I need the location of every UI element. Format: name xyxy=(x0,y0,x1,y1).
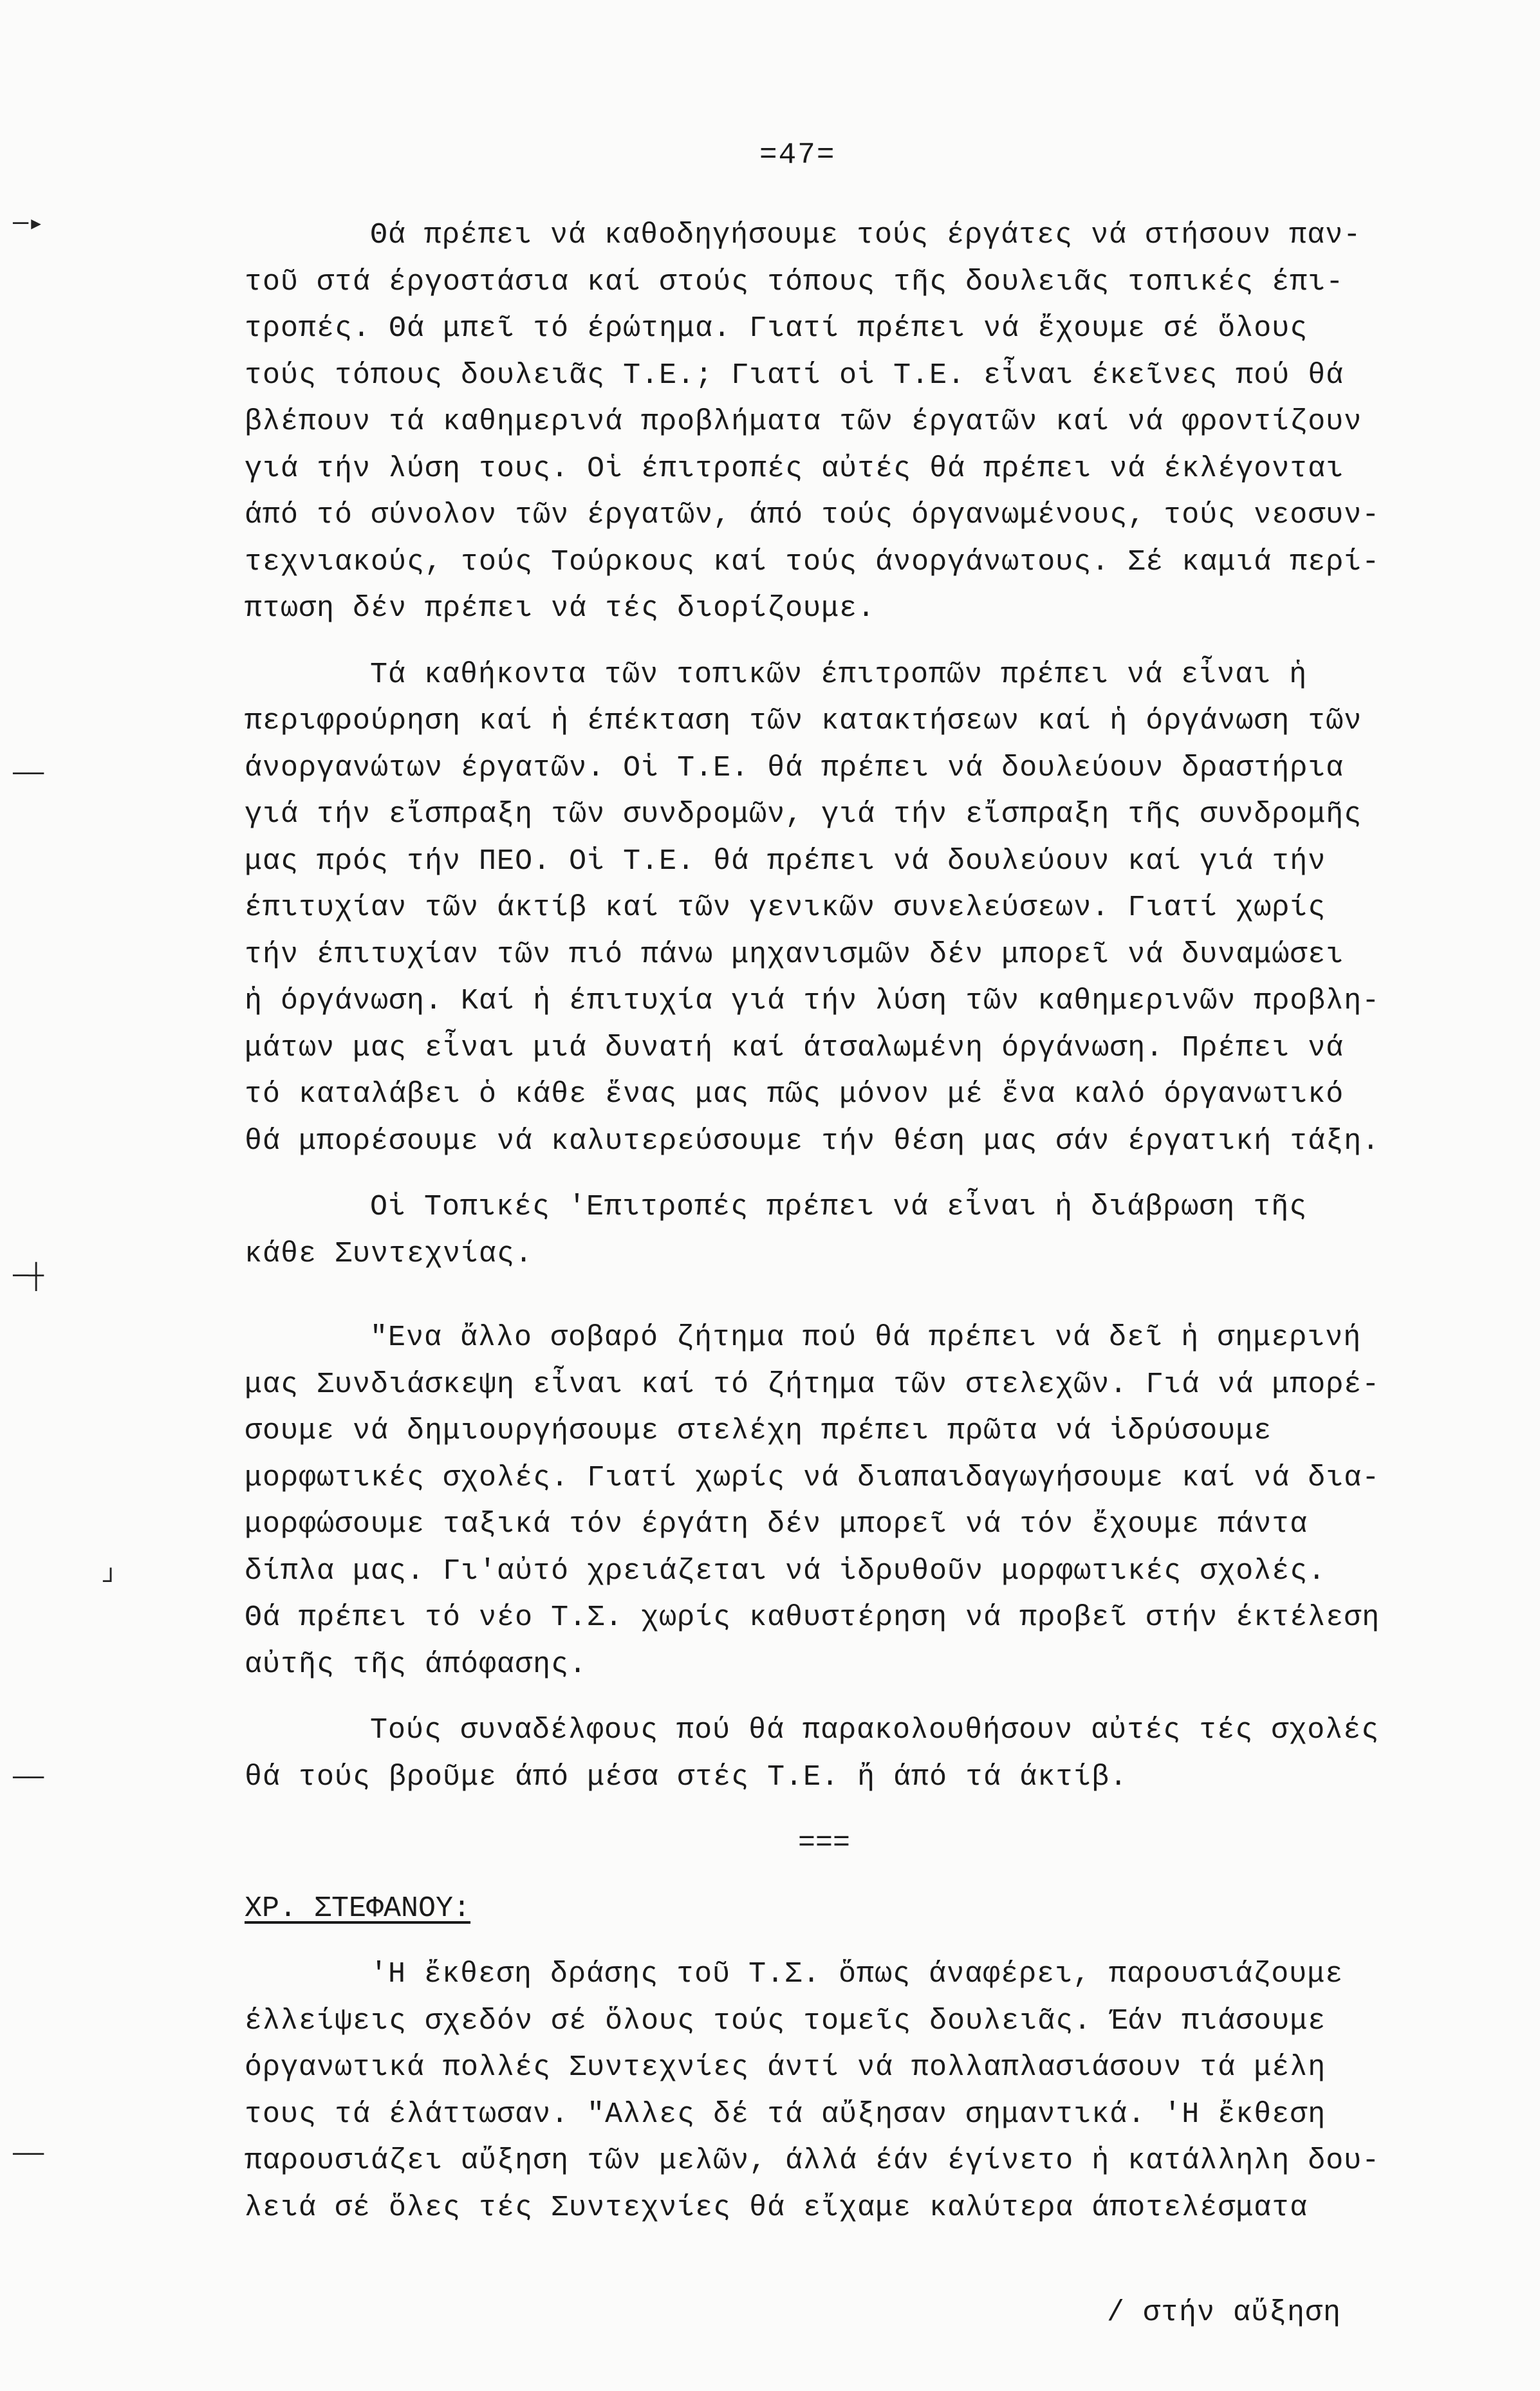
margin-mark: ── xyxy=(13,761,44,790)
continuation-catchword: / στήν αὔξηση xyxy=(1107,2296,1342,2329)
text-line: άνοργανώτων έργατῶν. Οἱ Τ.Ε. θά πρέπει νά δουλεύουν δραστήρια xyxy=(245,751,1344,785)
text-line: έλλείψεις σχεδόν σέ ὅλους τούς τομεῖς δουλειᾶς. Έάν πιάσουμε xyxy=(245,2004,1326,2038)
text-line: βλέπουν τά καθημερινά προβλήματα τῶν έργατῶν καί νά φροντίζουν xyxy=(245,405,1362,438)
document-body xyxy=(245,212,1506,2231)
paragraph-cadres xyxy=(245,1315,1506,1688)
text-line: Τά καθήκοντα τῶν τοπικῶν έπιτροπῶν πρέπει νά εἶναι ἡ xyxy=(370,658,1308,691)
text-line: άπό τό σύνολον τῶν έργατῶν, άπό τούς όργανωμένους, τούς νεοσυν- xyxy=(245,499,1380,532)
paragraph-schools xyxy=(245,1707,1506,1801)
text-line: ἡ όργάνωση. Καί ἡ έπιτυχία γιά τήν λύση τῶν καθημερινῶν προβλη- xyxy=(245,985,1380,1018)
paragraph-erosion xyxy=(245,1184,1506,1278)
text-line: κάθε Συντεχνίας. xyxy=(245,1237,533,1270)
margin-mark: ── xyxy=(13,2141,44,2170)
text-line: πτωση δέν πρέπει νά τές διορίζουμε. xyxy=(245,592,876,625)
text-line: μορφωτικές σχολές. Γιατί χωρίς νά διαπαιδαγωγήσουμε καί νά δια- xyxy=(245,1461,1380,1494)
text-line: σουμε νά δημιουργήσουμε στελέχη πρέπει πρῶτα νά ἱδρύσουμε xyxy=(245,1415,1272,1447)
text-line: γιά τήν λύση τους. Οἱ έπιτροπές αὐτές θά πρέπει νά έκλέγονται xyxy=(245,452,1344,485)
text-line: αὐτῆς τῆς άπόφασης. xyxy=(245,1648,588,1681)
paragraph-committee-duties xyxy=(245,652,1506,1166)
text-line: περιφρούρηση καί ἡ έπέκταση τῶν κατακτήσεων καί ἡ όργάνωση τῶν xyxy=(245,705,1362,738)
speech-paragraph xyxy=(245,1951,1506,2231)
margin-mark: ┘ xyxy=(103,1568,119,1597)
text-line: Οἱ Τοπικές 'Επιτροπές πρέπει νά εἶναι ἡ διάβρωση τῆς xyxy=(370,1191,1308,1223)
text-line: 'Η ἔκθεση δράσης τοῦ Τ.Σ. ὅπως άναφέρει, παρουσιάζουμε xyxy=(370,1958,1344,1991)
text-line: θά τούς βροῦμε άπό μέσα στές Τ.Ε. ἤ άπό τά άκτίβ. xyxy=(245,1760,1128,1794)
text-line: λειά σέ ὅλες τές Συντεχνίες θά εἴχαμε καλύτερα άποτελέσματα xyxy=(245,2191,1308,2224)
text-line: όργανωτικά πολλές Συντεχνίες άντί νά πολλαπλασιάσουν τά μέλη xyxy=(245,2051,1326,2084)
text-line: μορφώσουμε ταξικά τόν έργάτη δέν μπορεῖ νά τόν ἔχουμε πάντα xyxy=(245,1508,1308,1541)
text-line: τεχνιακούς, τούς Τούρκους καί τούς άνοργάνωτους. Σέ καμιά περί- xyxy=(245,545,1380,579)
text-line: μας Συνδιάσκεψη εἶναι καί τό ζήτημα τῶν στελεχῶν. Γιά νά μπορέ- xyxy=(245,1368,1380,1401)
text-line: θά μπορέσουμε νά καλυτερεύσουμε τήν θέση μας σάν έργατική τάξη. xyxy=(245,1124,1380,1158)
text-line: τήν έπιτυχίαν τῶν πιό πάνω μηχανισμῶν δέν μπορεῖ νά δυναμώσει xyxy=(245,938,1344,971)
text-line: "Ενα ἄλλο σοβαρό ζήτημα πού θά πρέπει νά δεῖ ἡ σημερινή xyxy=(370,1321,1362,1354)
text-line: παρουσιάζει αὔξηση τῶν μελῶν, άλλά έάν έγίνετο ἡ κατάλληλη δου- xyxy=(245,2144,1380,2177)
margin-mark: ─┼ xyxy=(13,1263,44,1292)
text-line: έπιτυχίαν τῶν άκτίβ καί τῶν γενικῶν συνελεύσεων. Γιατί χωρίς xyxy=(245,891,1326,924)
paragraph-local-committees xyxy=(245,212,1506,633)
text-line: τό καταλάβει ὁ κάθε ἕνας μας πῶς μόνον μέ ἕνα καλό όργανωτικό xyxy=(245,1078,1344,1111)
page-number: =47= xyxy=(759,138,836,172)
text-line: τούς τόπους δουλειᾶς Τ.Ε.; Γιατί οἱ Τ.Ε. εἶναι έκεῖνες πού θά xyxy=(245,358,1344,392)
text-line: μάτων μας εἶναι μιά δυνατή καί άτσαλωμένη όργάνωση. Πρέπει νά xyxy=(245,1031,1344,1065)
margin-mark: ── xyxy=(13,1765,44,1794)
text-line: Θά πρέπει τό νέο Τ.Σ. χωρίς καθυστέρηση νά προβεῖ στήν έκτέλεση xyxy=(245,1601,1380,1634)
text-line: τους τά έλάττωσαν. "Αλλες δέ τά αὔξησαν σημαντικά. 'Η ἔκθεση xyxy=(245,2098,1326,2131)
text-line: γιά τήν εἴσπραξη τῶν συνδρομῶν, γιά τήν εἴσπραξη τῆς συνδρομῆς xyxy=(245,798,1362,831)
text-line: Τούς συναδέλφους πού θά παρακολουθήσουν αὐτές τές σχολές xyxy=(370,1714,1380,1747)
text-line: Θά πρέπει νά καθοδηγήσουμε τούς έργάτες νά στήσουν παν- xyxy=(370,219,1362,252)
speaker-heading: ΧΡ. ΣΤΕΦΑΝΟΥ: xyxy=(245,1892,471,1925)
section-divider: === xyxy=(798,1827,851,1859)
text-line: δίπλα μας. Γι'αὐτό χρειάζεται νά ἱδρυθοῦν μορφωτικές σχολές. xyxy=(245,1554,1326,1588)
text-line: τοῦ στά έργοστάσια καί στούς τόπους τῆς δουλειᾶς τοπικές έπι- xyxy=(245,265,1344,299)
margin-mark: ─▸ xyxy=(13,210,44,239)
text-line: μας πρός τήν ΠΕΟ. Οἱ Τ.Ε. θά πρέπει νά δουλεύουν καί γιά τήν xyxy=(245,844,1326,878)
text-line: τροπές. Θά μπεῖ τό έρώτημα. Γιατί πρέπει νά ἔχουμε σέ ὅλους xyxy=(245,312,1308,345)
